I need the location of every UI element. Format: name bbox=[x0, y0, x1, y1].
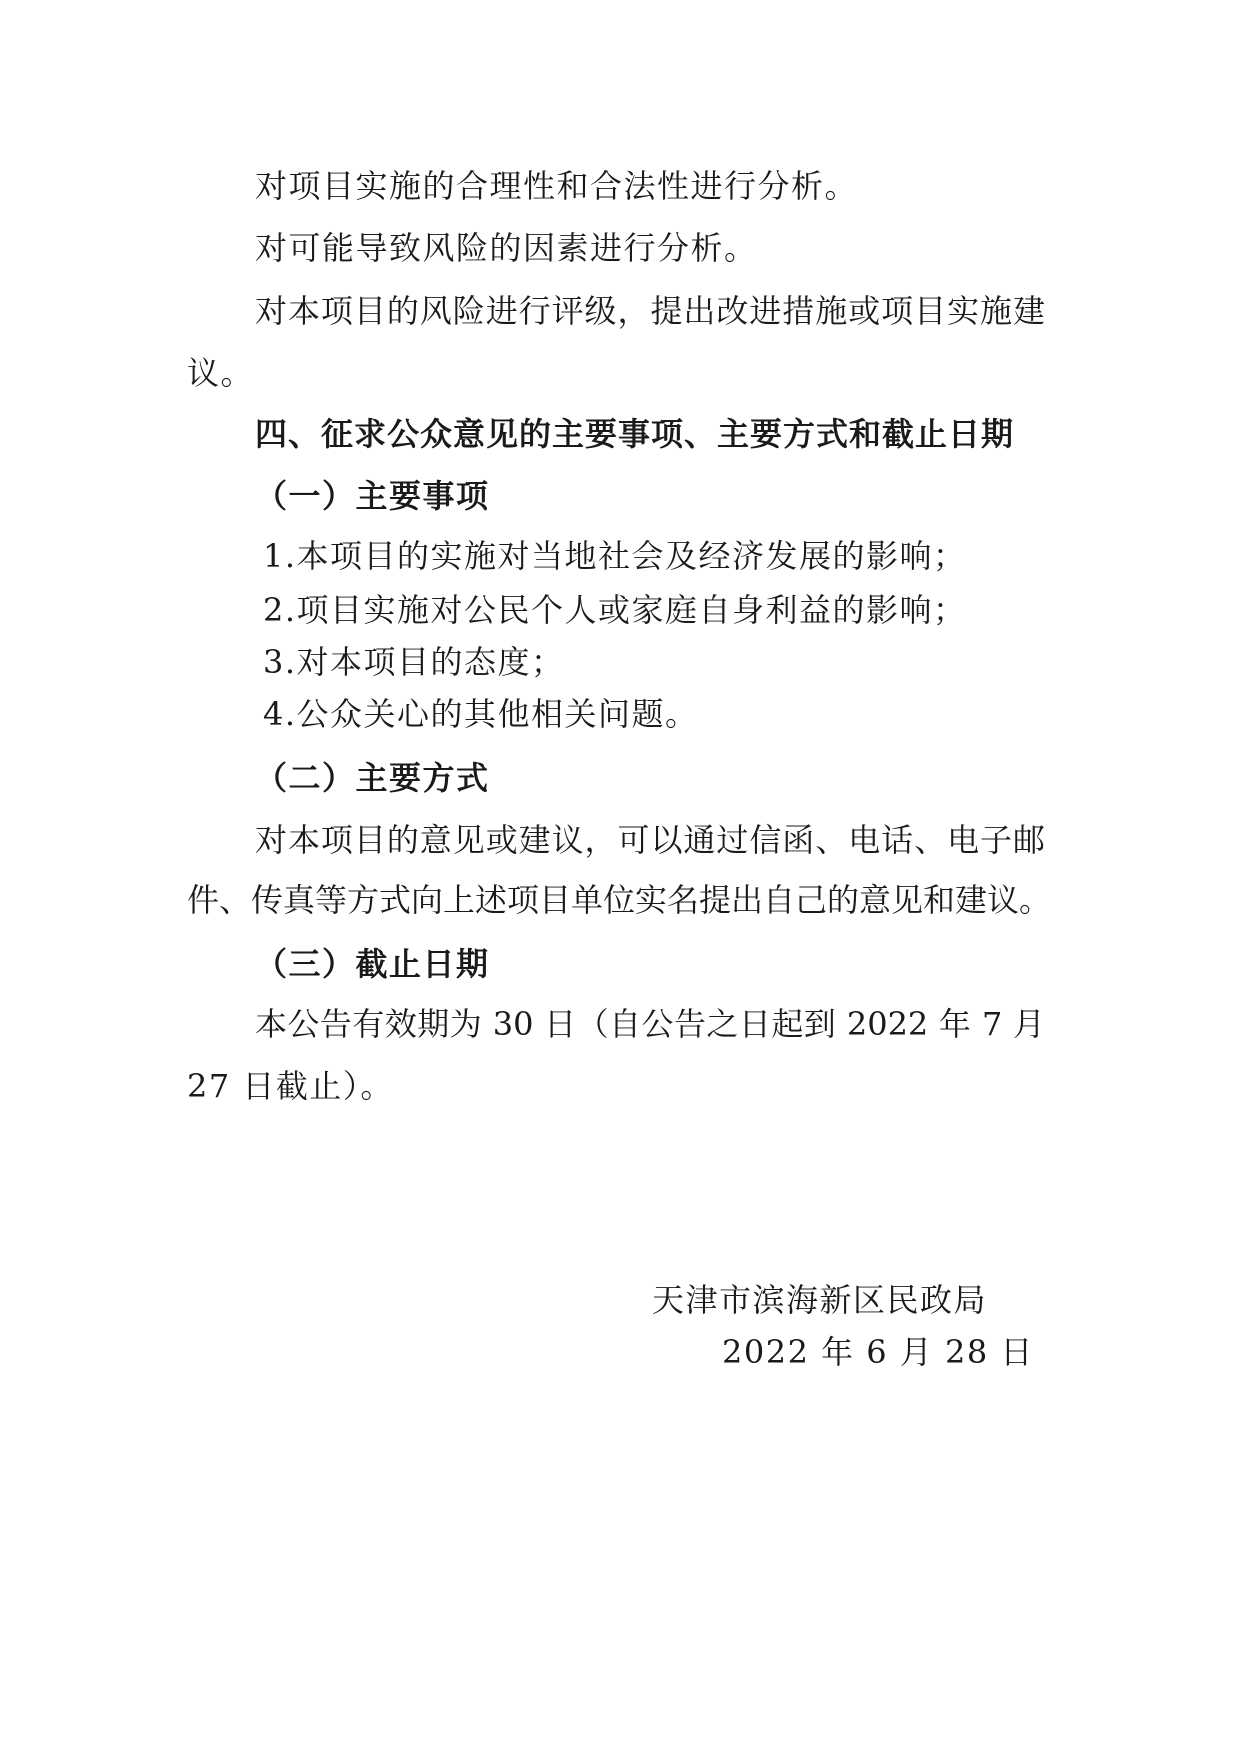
paragraph-methods-line1: 对本项目的意见或建议，可以通过信函、电话、电子邮 bbox=[255, 821, 1045, 859]
section-heading: 四、征求公众意见的主要事项、主要方式和截止日期 bbox=[255, 415, 1015, 453]
list-item: 2.项目实施对公民个人或家庭自身利益的影响； bbox=[263, 591, 967, 629]
paragraph-deadline-line2: 27 日截止）。 bbox=[187, 1067, 394, 1105]
paragraph-risk-rating-line1: 对本项目的风险进行评级，提出改进措施或项目实施建 bbox=[255, 292, 1045, 330]
paragraph-risk-rating-line2: 议。 bbox=[187, 354, 255, 392]
subheading-main-methods: （二）主要方式 bbox=[255, 759, 490, 797]
subheading-main-items: （一）主要事项 bbox=[255, 477, 490, 515]
signature-date: 2022 年 6 月 28 日 bbox=[722, 1333, 1034, 1371]
paragraph-deadline-line1: 本公告有效期为 30 日（自公告之日起到 2022 年 7 月 bbox=[255, 1005, 1045, 1043]
paragraph-rationality-analysis: 对项目实施的合理性和合法性进行分析。 bbox=[255, 167, 859, 205]
signature-organization: 天津市滨海新区民政局 bbox=[652, 1281, 988, 1319]
paragraph-risk-factors: 对可能导致风险的因素进行分析。 bbox=[255, 229, 758, 267]
paragraph-methods-line2: 件、传真等方式向上述项目单位实名提出自己的意见和建议。 bbox=[187, 881, 1052, 919]
list-item: 3.对本项目的态度； bbox=[263, 643, 565, 681]
list-item: 4.公众关心的其他相关问题。 bbox=[263, 695, 699, 733]
subheading-deadline: （三）截止日期 bbox=[255, 945, 490, 983]
list-item: 1.本项目的实施对当地社会及经济发展的影响； bbox=[263, 537, 967, 575]
